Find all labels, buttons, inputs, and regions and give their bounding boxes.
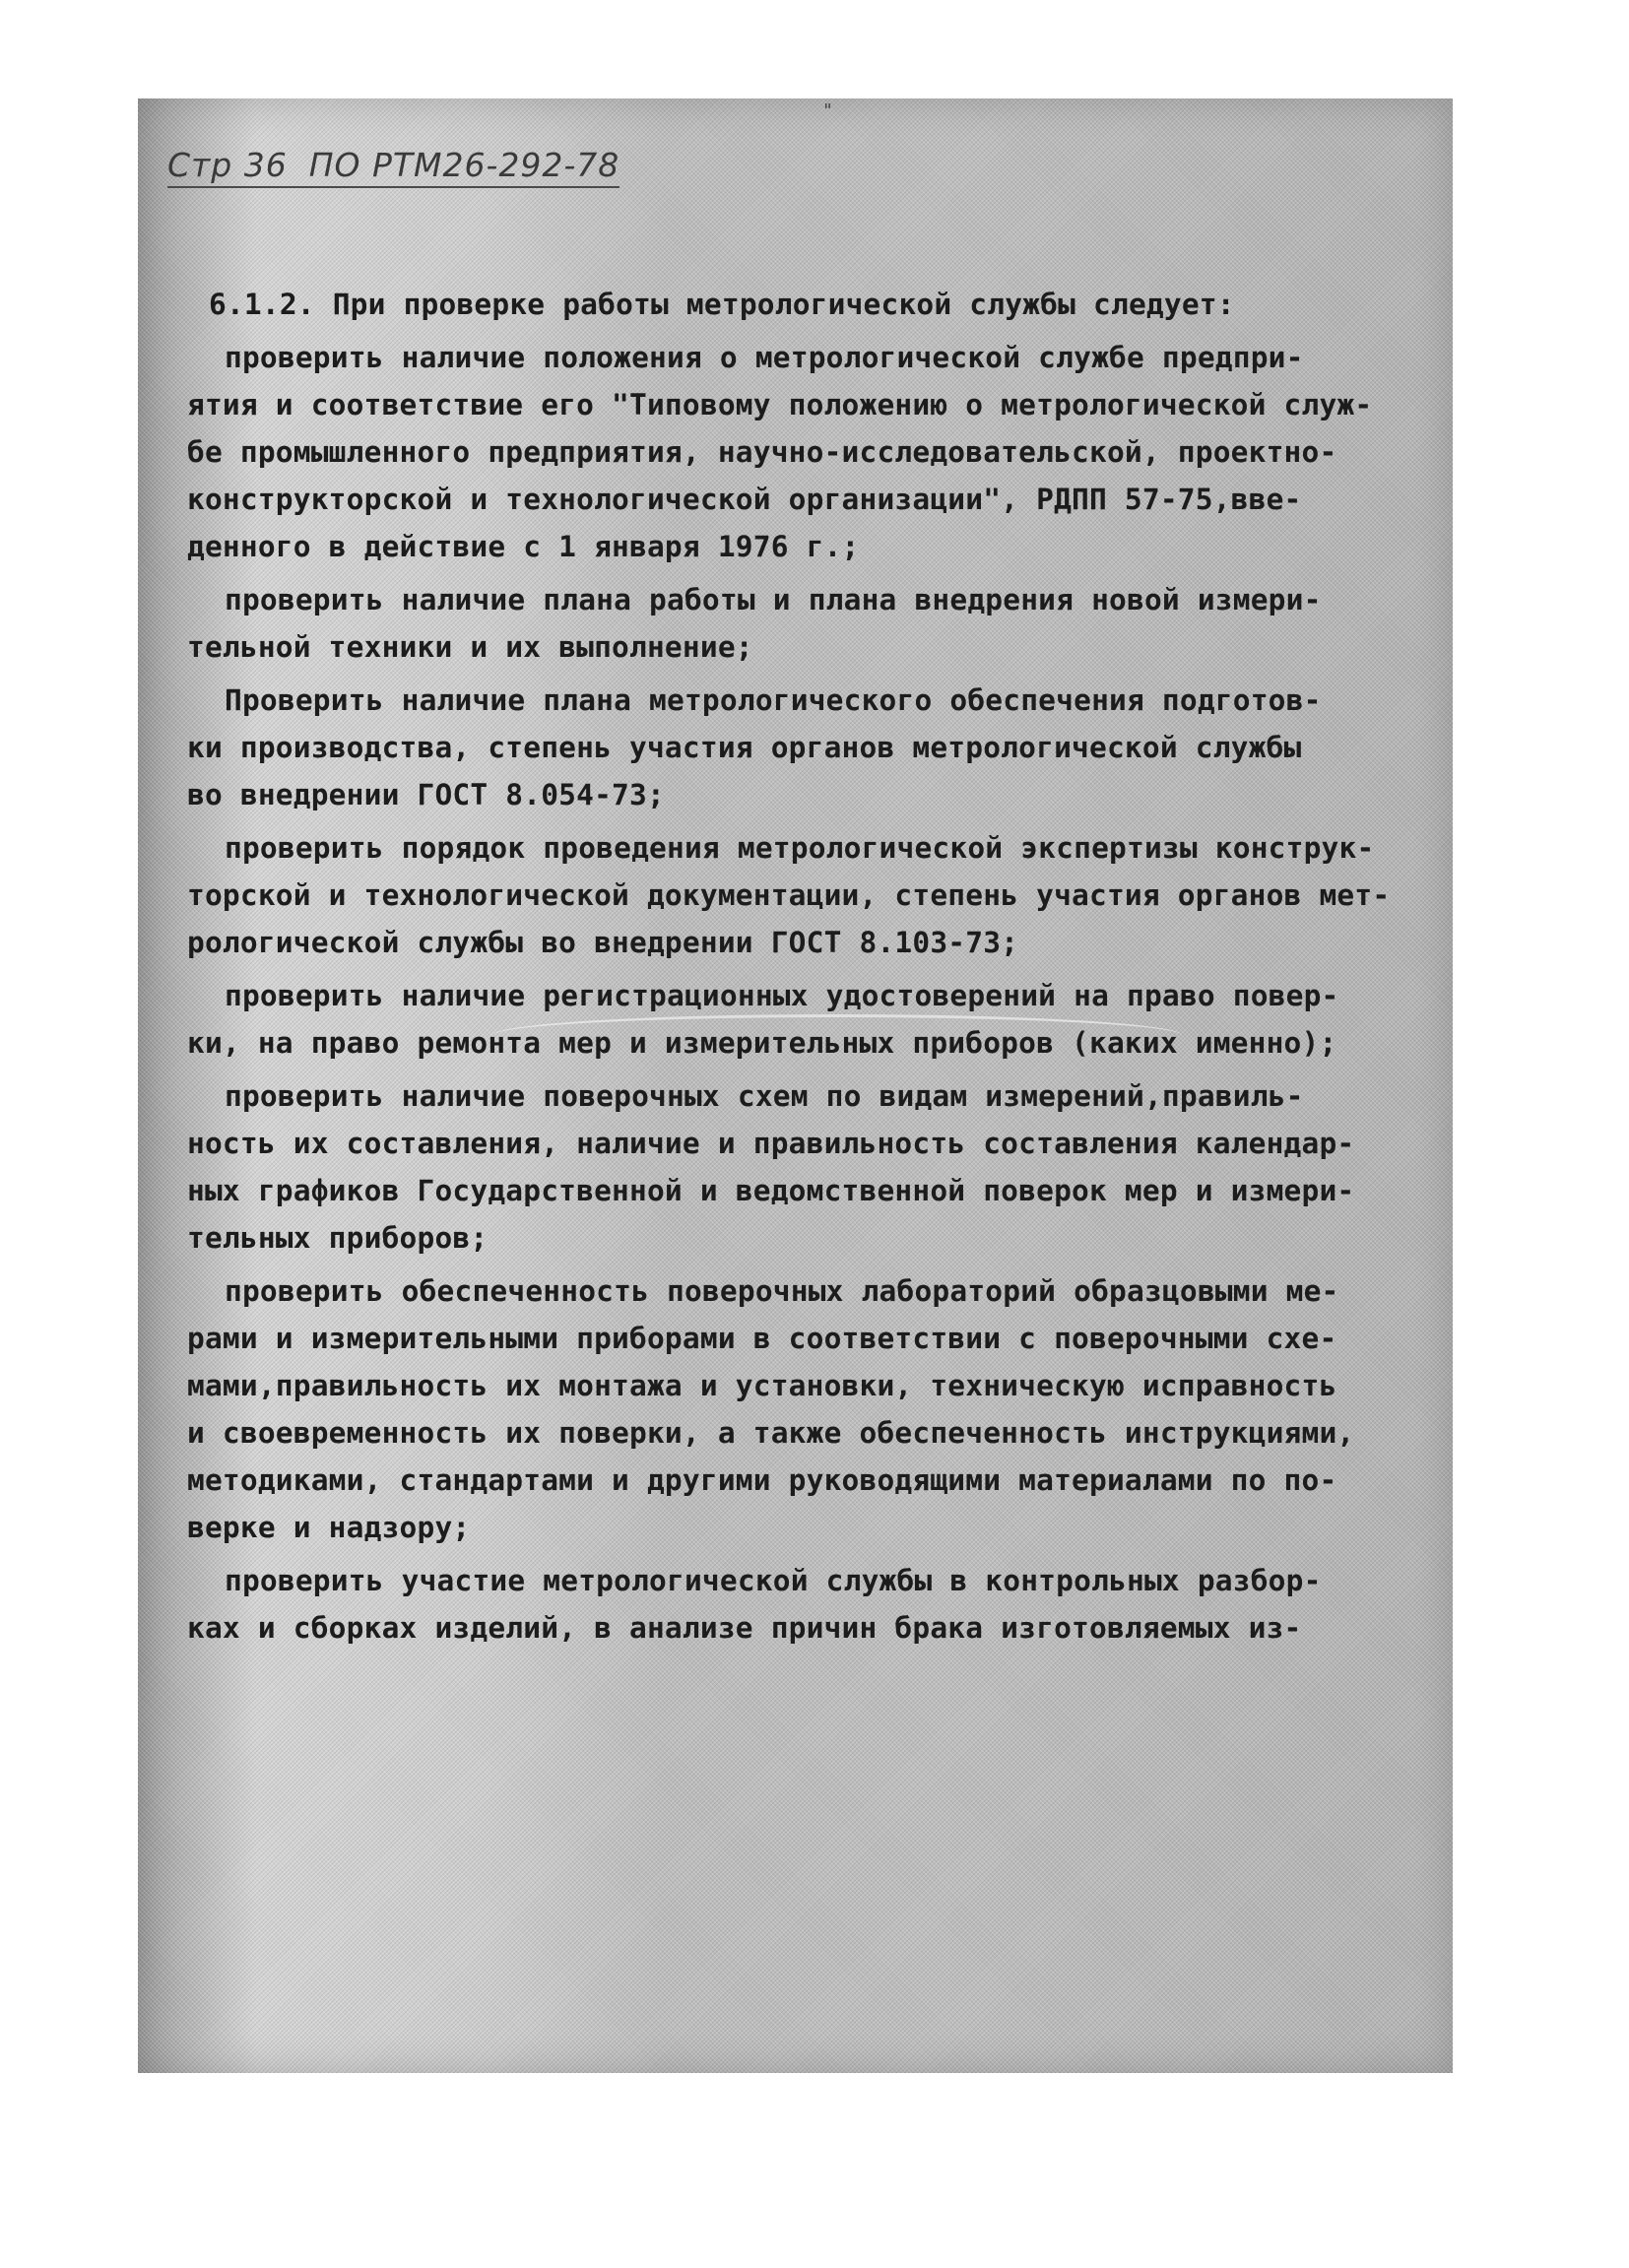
body-line: бе промышленного предприятия, научно-исследовательской, проектно- <box>187 435 1337 469</box>
body-line: и своевременность их поверки, а также обеспеченность инструкциями, <box>187 1416 1355 1450</box>
document-code: ПО РТМ26-292-78 <box>308 146 620 184</box>
page-header <box>167 146 619 188</box>
body-line: проверить наличие положения о метрологической службе предпри- <box>225 341 1304 374</box>
body-line: ки, на право ремонта мер и измерительных приборов (каких именно); <box>187 1026 1337 1060</box>
body-line: методиками, стандартами и другими руководящими материалами по по- <box>187 1463 1337 1497</box>
body-line: проверить порядок проведения метрологической экспертизы конструк- <box>225 831 1375 865</box>
body-line: ных графиков Государственной и ведомственной поверок мер и измери- <box>187 1174 1355 1207</box>
body-line: ки производства, степень участия органов метрологической службы <box>187 731 1302 764</box>
body-line: ность их составления, наличие и правильность составления календар- <box>187 1127 1355 1160</box>
body-line: ятия и соответствие его "Типовому положению о метрологической служ- <box>187 388 1373 421</box>
body-line: проверить наличие регистрационных удостоверений на право повер- <box>225 979 1339 1012</box>
page-number: Стр 36 <box>167 146 288 184</box>
body-line: Проверить наличие плана метрологического обеспечения подготов- <box>225 683 1322 717</box>
body-line: рами и измерительными приборами в соответствии с поверочными схе- <box>187 1322 1337 1355</box>
body-line: тельной техники и их выполнение; <box>187 630 753 664</box>
body-line: тельных приборов; <box>187 1221 489 1255</box>
top-mark: " <box>822 100 833 121</box>
body-line: проверить обеспеченность поверочных лабораторий образцовыми ме- <box>225 1274 1339 1308</box>
body-line: торской и технологической документации, степень участия органов мет- <box>187 878 1391 912</box>
body-line: ках и сборках изделий, в анализе причин брака изготовляемых из- <box>187 1611 1302 1645</box>
body-line: проверить наличие поверочных схем по видам измерений,правиль- <box>225 1079 1304 1113</box>
body-line: денного в действие с 1 января 1976 г.; <box>187 530 860 563</box>
body-line: 6.1.2. При проверке работы метрологической службы следует: <box>209 288 1235 321</box>
body-line: верке и надзору; <box>187 1511 471 1544</box>
body-line: конструкторской и технологической организации", РДПП 57-75,вве- <box>187 483 1302 516</box>
body-line: проверить наличие плана работы и плана внедрения новой измери- <box>225 583 1322 616</box>
body-line: проверить участие метрологической службы в контрольных разбор- <box>225 1564 1322 1597</box>
body-line: рологической службы во внедрении ГОСТ 8.103-73; <box>187 926 1019 959</box>
body-line: мами,правильность их монтажа и установки, техническую исправность <box>187 1369 1337 1402</box>
scanned-page <box>138 98 1453 2073</box>
document-body <box>187 281 1453 1652</box>
body-line: во внедрении ГОСТ 8.054-73; <box>187 778 665 811</box>
